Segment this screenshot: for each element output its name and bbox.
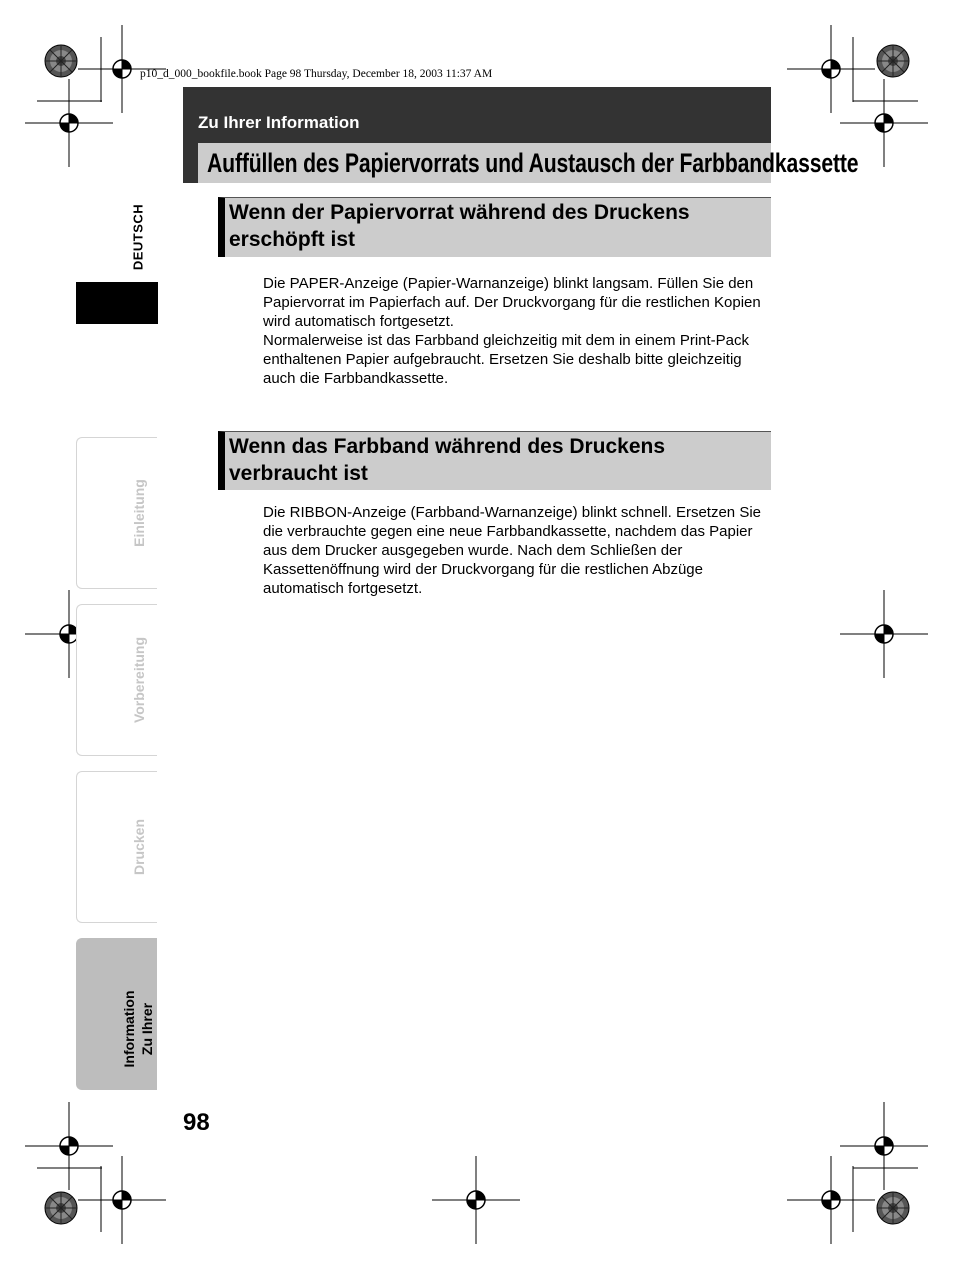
- paragraph: Normalerweise ist das Farbband gleichzeitig mit dem in einem Print-Pack enthaltenen Papier aufgebraucht. Ersetzen Sie deshalb bitte gleichzeitig auch die Farbbandkassette.: [263, 332, 750, 387]
- section-heading-ribbon-line1: Wenn das Farbband während des Druckens: [229, 435, 666, 458]
- tab-label: Einleitung: [131, 479, 147, 547]
- file-info: p10_d_000_bookfile.book Page 98 Thursday, December 18, 2003 11:37 AM: [140, 68, 493, 80]
- section-heading-paper-line2: erschöpft ist: [229, 228, 356, 251]
- tab-label: Vorbereitung: [131, 636, 147, 724]
- paragraph: Die PAPER-Anzeige (Papier-Warnanzeige) blinkt langsam. Füllen Sie den Papiervorrat im Papierfach auf. Der Druckvorgang für die restlichen Kopien wird automatisch fortgesetzt.: [263, 275, 761, 330]
- section-heading-paper-line1: Wenn der Papiervorrat während des Druckens: [229, 201, 690, 224]
- section-body-paper: [263, 274, 771, 388]
- tab-label-line2: Information: [121, 990, 137, 1068]
- tab-zu-ihrer-information[interactable]: [76, 938, 157, 1090]
- page-title: Auffüllen des Papiervorrats und Austausch der Farbbandkassette: [207, 148, 859, 178]
- page-number: 98: [183, 1109, 210, 1136]
- section-heading-paper: [218, 197, 771, 257]
- tab-einleitung[interactable]: [76, 437, 157, 589]
- tab-label-line1: Zu Ihrer: [139, 1002, 155, 1056]
- paragraph: Die RIBBON-Anzeige (Farbband-Warnanzeige) blinkt schnell. Ersetzen Sie die verbrauchte gegen eine neue Farbbandkassette, nachdem das Papier aus dem Drucker ausgegeben wurde. Nach dem Schließen der Kassettenöffnung wird der Druckvorgang für die restlichen Abzüge automatisch fortgesetzt.: [263, 504, 761, 597]
- section-heading-ribbon-line2: verbraucht ist: [229, 462, 368, 485]
- tab-drucken[interactable]: [76, 771, 157, 923]
- section-heading-ribbon: [218, 431, 771, 490]
- language-label-text: DEUTSCH: [130, 203, 146, 271]
- language-label: [128, 196, 148, 278]
- tab-vorbereitung[interactable]: [76, 604, 157, 756]
- language-marker-block: [76, 282, 158, 324]
- section-body-ribbon: [263, 503, 771, 598]
- header-section-label: Zu Ihrer Information: [198, 113, 360, 132]
- tab-label: Drucken: [131, 818, 147, 876]
